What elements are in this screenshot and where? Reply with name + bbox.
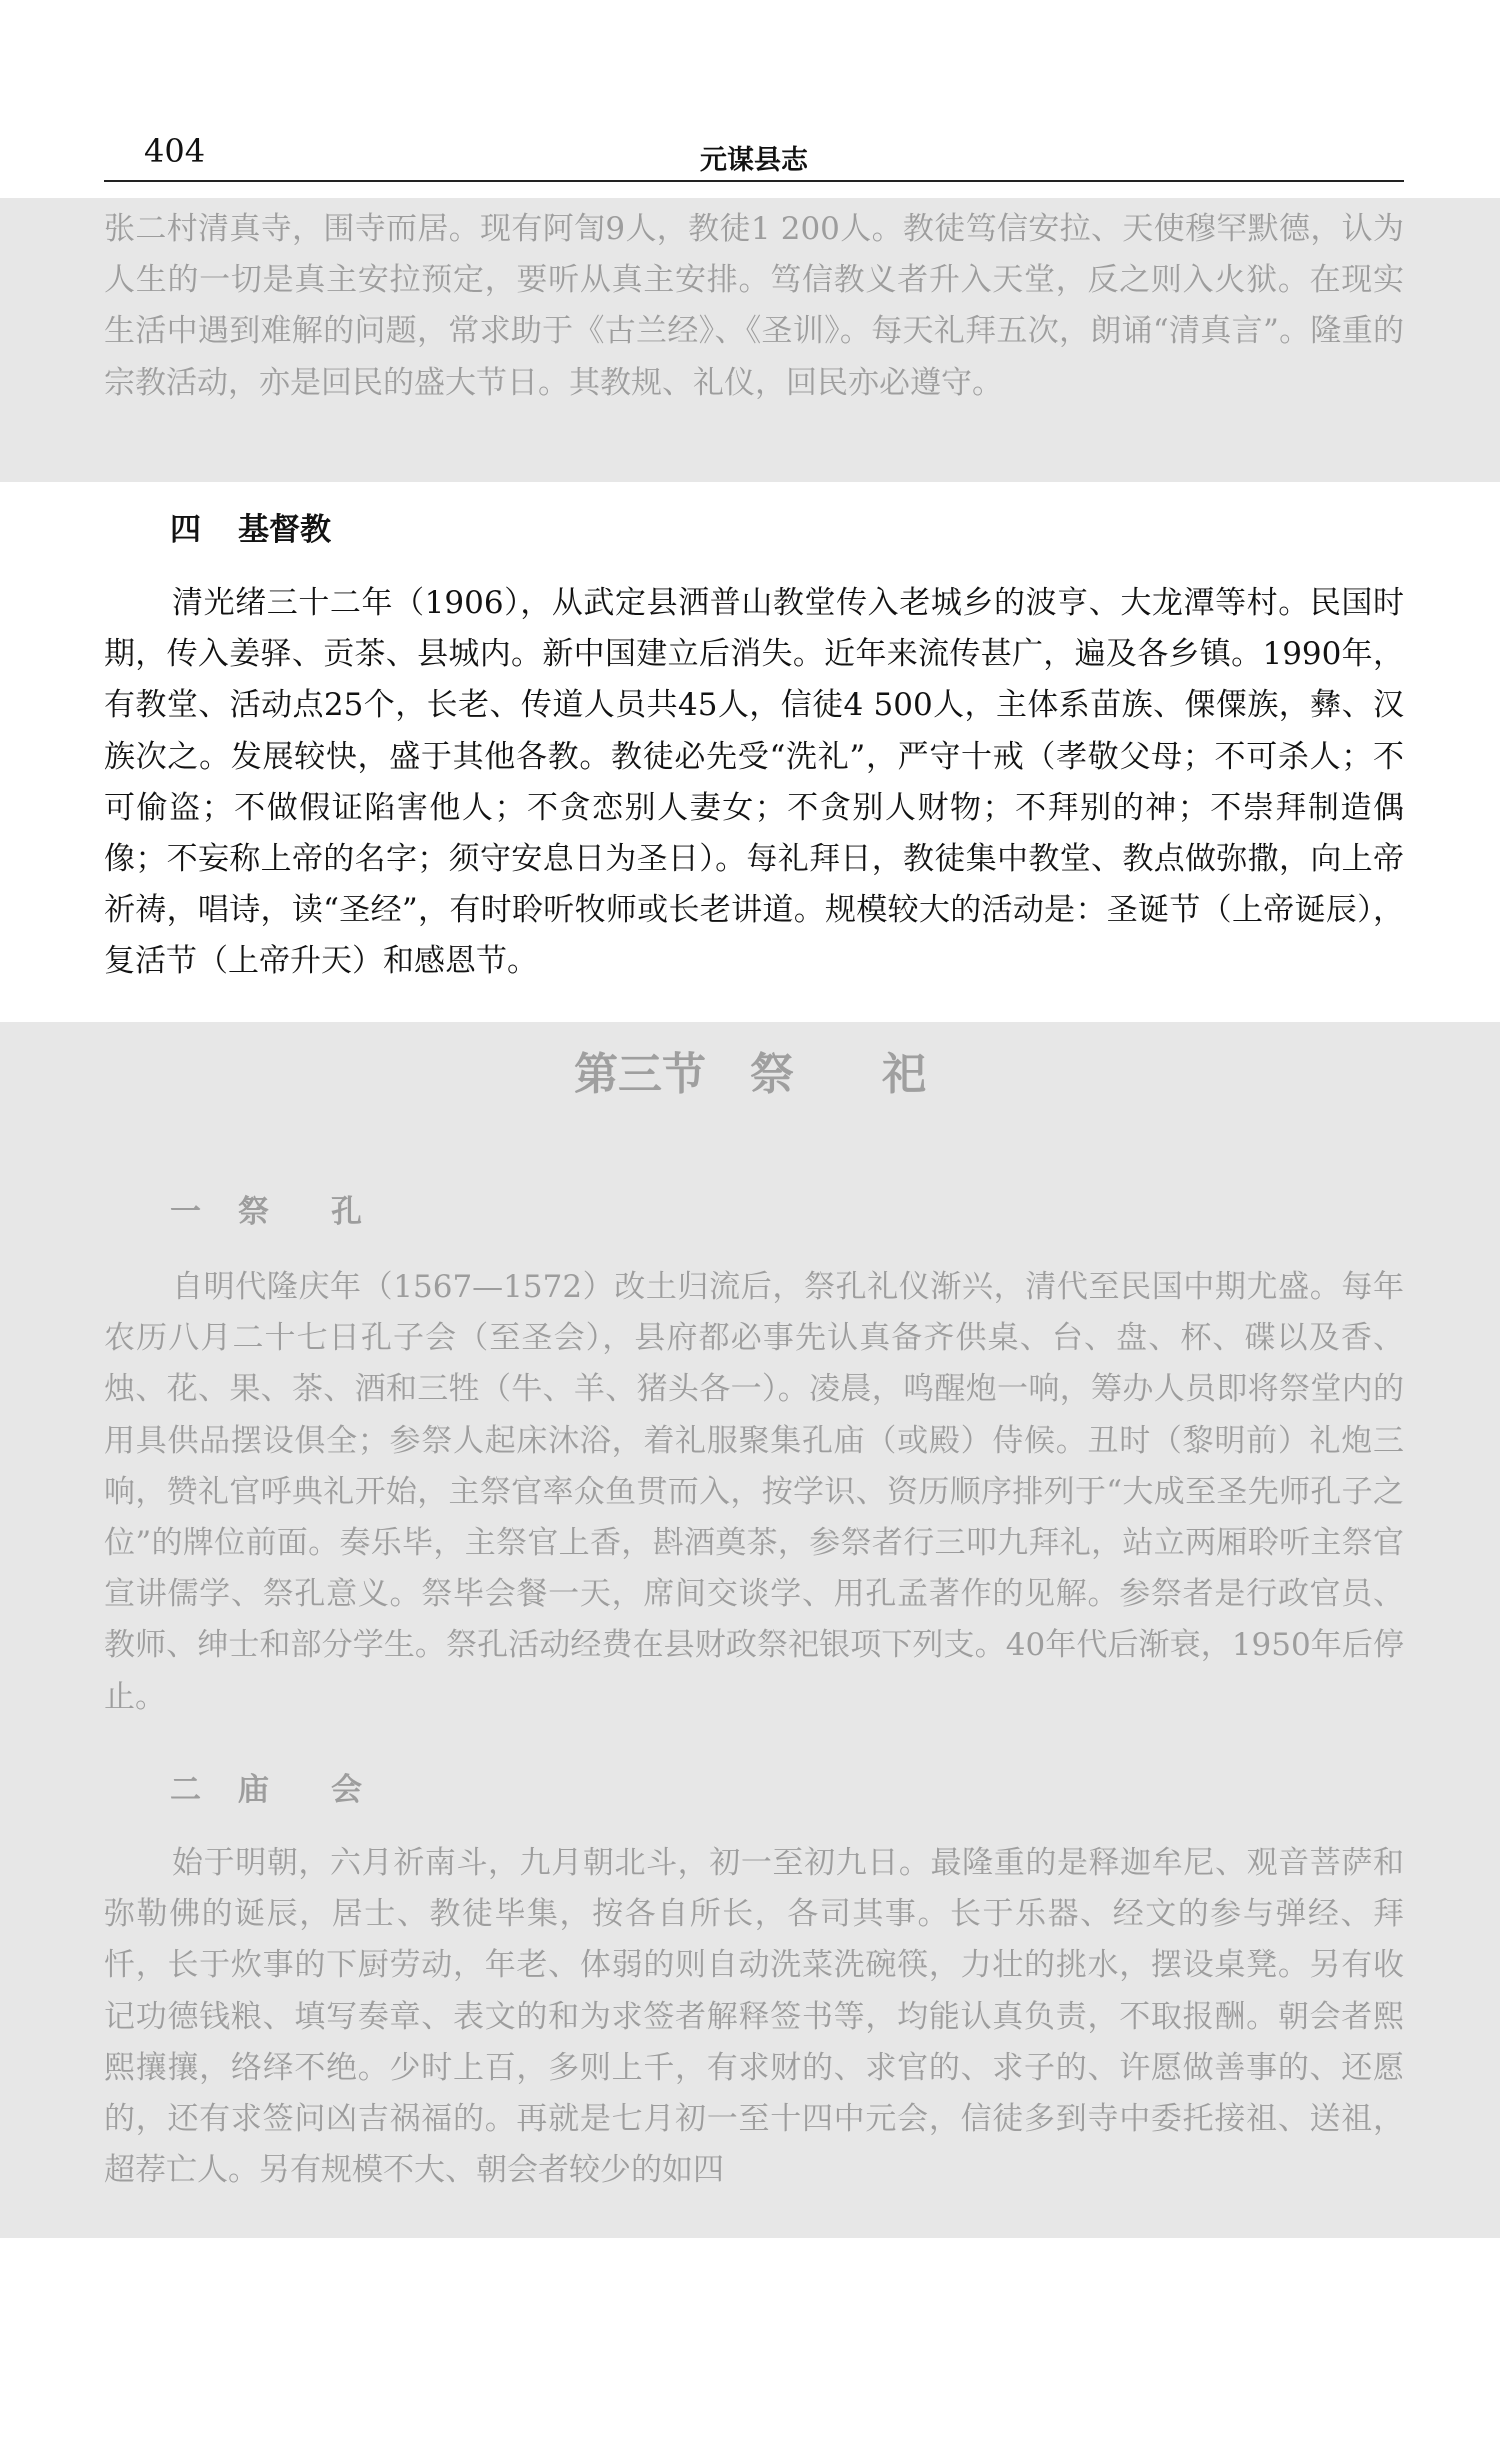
- section-title: 第三节 祭 祀: [574, 1049, 926, 1100]
- subsection-number: 二: [170, 1772, 201, 1808]
- subsection-heading-christianity: [170, 504, 331, 549]
- subsection-title: 庙 会: [238, 1772, 362, 1808]
- page-header: [104, 128, 1404, 182]
- christianity-paragraph: 清光绪三十二年（1906），从武定县洒普山教堂传入老城乡的波亨、大龙潭等村。民国时期，传入姜驿、贡茶、县城内。新中国建立后消失。近年来流传甚广，遍及各乡镇。1990年，有教堂、活动点25个，长老、传道人员共45人，信徒4 500人，主体系苗族、傈僳族，彝、汉族次之。发展较快，盛于其他各教。教徒必先受“洗礼”，严守十戒（孝敬父母；不可杀人；不可偷盗；不做假证陷害他人；不贪恋别人妻女；不贪别人财物；不拜别的神；不崇拜制造偶像；不妄称上帝的名字；须守安息日为圣日）。每礼拜日，教徒集中教堂、教点做弥撒，向上帝祈祷，唱诗，读“圣经”，有时聆听牧师或长老讲道。规模较大的活动是：圣诞节（上帝诞辰），复活节（上帝升天）和感恩节。: [104, 585, 1404, 980]
- confucius-paragraph: 自明代隆庆年（1567—1572）改土归流后，祭孔礼仪渐兴，清代至民国中期尤盛。每年农历八月二十七日孔子会（至圣会），县府都必事先认真备齐供桌、台、盘、杯、碟以及香、烛、花、果、茶、酒和三牲（牛、羊、猪头各一）。凌晨，鸣醒炮一响，筹办人员即将祭堂内的用具供品摆设俱全；参祭人起床沐浴，着礼服聚集孔庙（或殿）侍候。丑时（黎明前）礼炮三响，赞礼官呼典礼开始，主祭官率众鱼贯而入，按学识、资历顺序排列于“大成至圣先师孔子之位”的牌位前面。奏乐毕，主祭官上香，斟酒奠茶，参祭者行三叩九拜礼，站立两厢聆听主祭官宣讲儒学、祭孔意义。祭毕会餐一天，席间交谈学、用孔孟著作的见解。参祭者是行政官员、教师、绅士和部分学生。祭孔活动经费在县财政祭祀银项下列支。40年代后渐衰，1950年后停止。: [104, 1269, 1404, 1715]
- subsection-heading-temple-fair: [170, 1764, 362, 1809]
- subsection-title: 基督教: [238, 512, 331, 548]
- book-title: 元谋县志: [700, 145, 808, 176]
- subsection-heading-confucius: [170, 1186, 362, 1231]
- page-number: 404: [144, 132, 206, 170]
- subsection-number: 一: [170, 1194, 201, 1230]
- subsection-number: 四: [170, 512, 201, 548]
- temple-fair-paragraph: 始于明朝，六月祈南斗，九月朝北斗，初一至初九日。最隆重的是释迦牟尼、观音菩萨和弥勒佛的诞辰，居士、教徒毕集，按各自所长，各司其事。长于乐器、经文的参与弹经、拜忏，长于炊事的下厨劳动，年老、体弱的则自动洗菜洗碗筷，力壮的挑水，摆设桌凳。另有收记功德钱粮、填写奏章、表文的和为求签者解释签书等，均能认真负责，不取报酬。朝会者熙熙攘攘，络绎不绝。少时上百，多则上千，有求财的、求官的、求子的、许愿做善事的、还愿的，还有求签问凶吉祸福的。再就是七月初一至十四中元会，信徒多到寺中委托接祖、送祖，超荐亡人。另有规模不大、朝会者较少的如四: [104, 1845, 1404, 2189]
- continued-paragraph: 张二村清真寺，围寺而居。现有阿訇9人，教徒1 200人。教徒笃信安拉、天使穆罕默德，认为人生的一切是真主安拉预定，要听从真主安排。笃信教义者升入天堂，反之则入火狱。在现实生活中遇到难解的问题，常求助于《古兰经》、《圣训》。每天礼拜五次，朗诵“清真言”。隆重的宗教活动，亦是回民的盛大节日。其教规、礼仪，回民亦必遵守。: [104, 211, 1404, 401]
- subsection-title: 祭 孔: [238, 1194, 362, 1230]
